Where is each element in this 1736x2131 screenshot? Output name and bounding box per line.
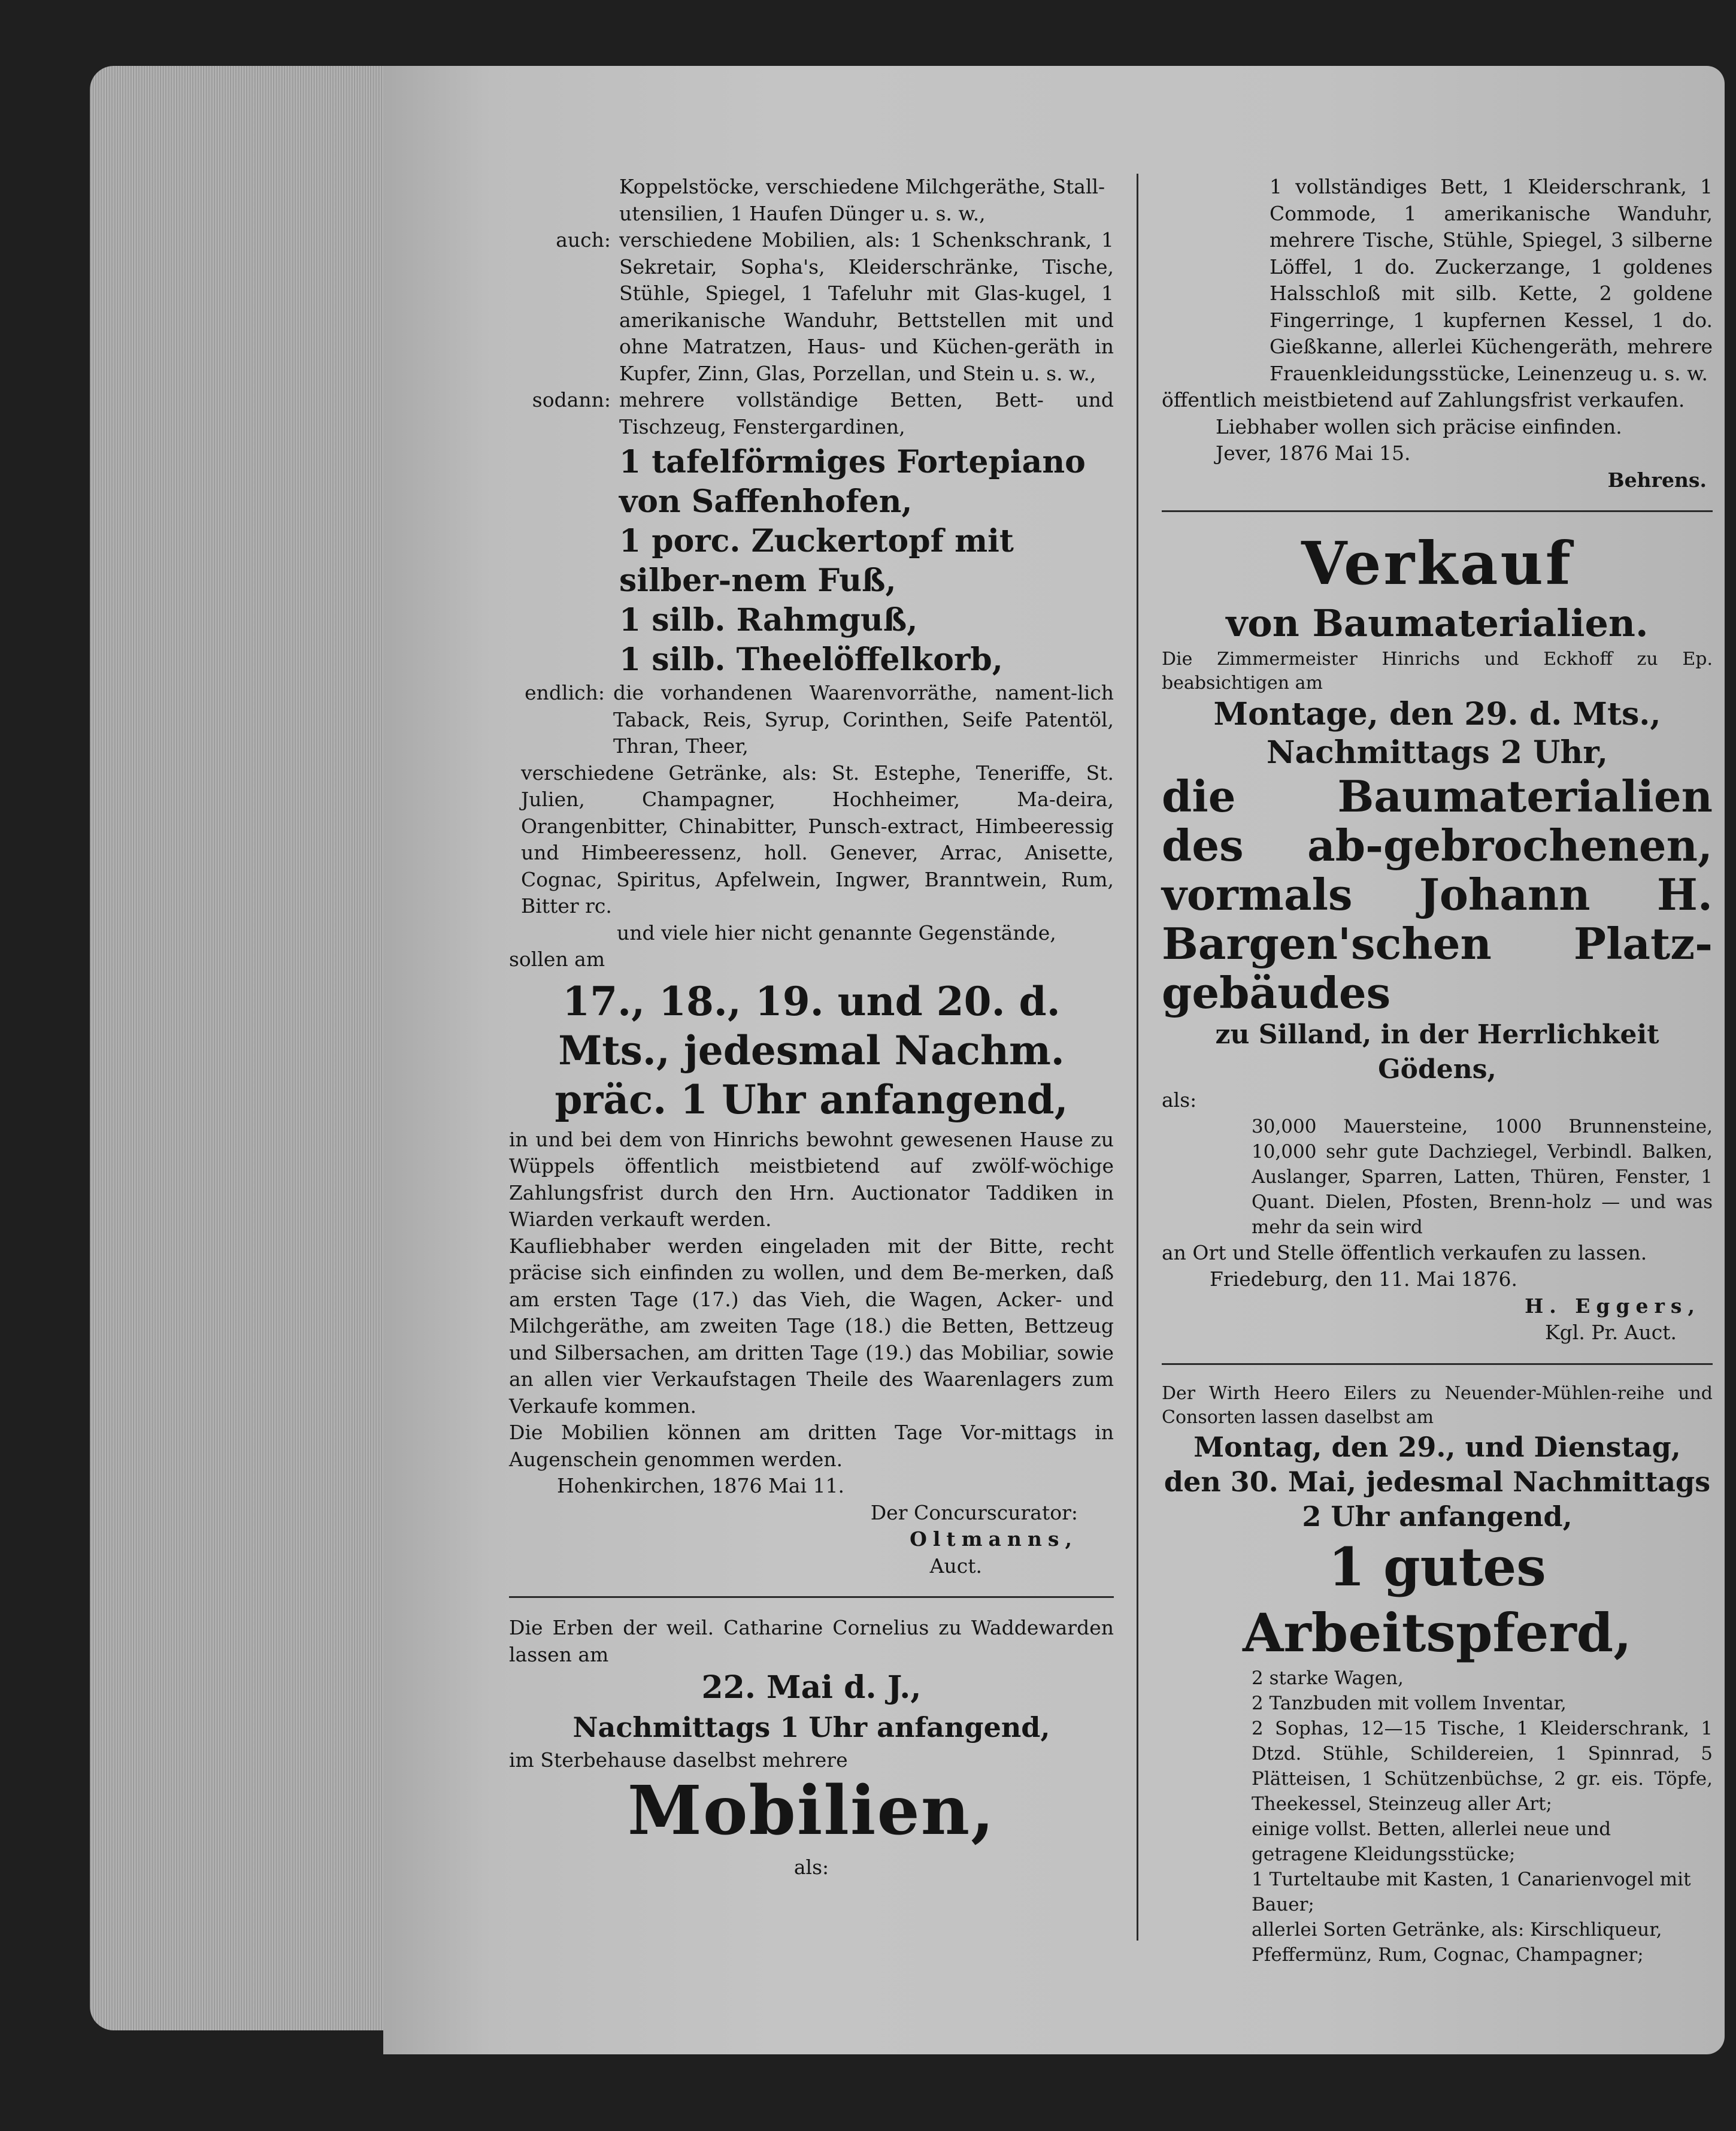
left-column — [509, 174, 1114, 1881]
ad-date: Montage, den 29. d. Mts., — [1213, 696, 1661, 732]
right-column — [1162, 174, 1713, 1967]
auch-entry — [509, 227, 1114, 387]
list-item: 2 Sophas, 12—15 Tische, 1 Kleiderschrank, 1 Dtzd. Stühle, Schildereien, 1 Spinnrad, 5 Plätteisen, 1 Schützenbüchse, 2 gr. eis. Töpfe, Theekessel, Steinzeug aller Art; — [1252, 1717, 1713, 1815]
endlich-entry — [509, 680, 1114, 760]
ad2-headline: Mobilien, — [627, 1771, 996, 1850]
ad2-date: 22. Mai d. J., — [701, 1669, 922, 1706]
ad-time: Nachmittags 2 Uhr, — [1266, 734, 1608, 771]
place-date: Hohenkirchen, 1876 Mai 11. — [557, 1474, 844, 1497]
section-rule — [509, 1596, 1114, 1598]
list-item: 2 Tanzbuden mit vollem Inventar, — [1252, 1692, 1567, 1714]
ad3-item-list — [1162, 1666, 1713, 1967]
section-rule — [1162, 1363, 1713, 1365]
big-items — [509, 443, 1114, 680]
top-date: Jever, 1876 Mai 15. — [1216, 441, 1411, 465]
sodann-text: mehrere vollständige Betten, Bett- und Tischzeug, Fenstergardinen, — [619, 388, 1114, 438]
auch-label: auch: — [556, 228, 611, 252]
list-item: 1 Turteltaube mit Kasten, 1 Canarienvogel mit Bauer; — [1252, 1868, 1691, 1915]
ad-signature-title: Kgl. Pr. Auct. — [1545, 1321, 1677, 1344]
ad-signature: H. Eggers, — [1525, 1294, 1701, 1318]
top-signature: Behrens. — [1607, 468, 1707, 492]
list-item: 2 starke Wagen, — [1252, 1667, 1404, 1689]
intro-line-1: Koppelstöcke, verschiedene Milchgeräthe, Stall- — [619, 175, 1105, 198]
ad2-place: im Sterbehause daselbst mehrere — [509, 1748, 848, 1772]
ad-als: als: — [1162, 1088, 1197, 1112]
ad3-headline: 1 gutes Arbeitspferd, — [1243, 1535, 1632, 1664]
curator-title: Auct. — [929, 1554, 982, 1578]
column-divider — [1137, 174, 1138, 1941]
ad-date-line: Friedeburg, den 11. Mai 1876. — [1210, 1267, 1518, 1291]
endlich-label: endlich: — [525, 681, 605, 704]
auch-text: verschiedene Mobilien, als: 1 Schenkschrank, 1 Sekretair, Sopha's, Kleiderschränke, Tische, Stühle, Spiegel, 1 Tafeluhr mit Glas-kugel, 1 amerikanische Wanduhr, Bettstellen mit und ohne Matratzen, Haus- und Küchen-geräth in Kupfer, Zinn, Glas, Porzellan, und Stein u. s. w., — [619, 228, 1114, 385]
endlich-text: die vorhandenen Waarenvorräthe, nament-lich Taback, Reis, Syrup, Corinthen, Seife Patentöl, Thran, Theer, — [613, 681, 1114, 758]
viele-text: und viele hier nicht genannte Gegenstände, — [617, 921, 1056, 945]
curator-label: Der Concurscurator: — [870, 1500, 1078, 1524]
book-page-edges — [90, 66, 401, 2030]
ad-material-list: 30,000 Mauersteine, 1000 Brunnensteine, 10,000 sehr gute Dachziegel, Verbindl. Balken, Auslanger, Sparren, Latten, Thüren, Fenster, 1 Quant. Dielen, Pfosten, Brenn-holz — und was mehr da sein wird — [1252, 1115, 1713, 1238]
big-item: 1 silb. Theelöffelkorb, — [619, 641, 1003, 678]
ad-intro: Die Zimmermeister Hinrichs und Eckhoff zu Ep. beabsichtigen am — [1162, 649, 1713, 694]
big-item: 1 porc. Zuckertopf mit silber-nem Fuß, — [619, 523, 1014, 599]
sollen-text: sollen am — [509, 948, 605, 971]
sale-dates-headline: 17., 18., 19. und 20. d. Mts., jedesmal Nachm. präc. 1 Uhr anfangend, — [555, 977, 1068, 1123]
section-rule — [1162, 510, 1713, 512]
list-item: allerlei Sorten Getränke, als: Kirschliqueur, Pfeffermünz, Rum, Cognac, Champagner; — [1252, 1918, 1662, 1966]
ad2-intro: Die Erben der weil. Catharine Cornelius zu Waddewarden lassen am — [509, 1616, 1114, 1666]
big-item: 1 tafelförmiges Fortepiano von Saffenhofen, — [619, 444, 1086, 520]
ad3-intro: Der Wirth Heero Eilers zu Neuender-Mühlen-reihe und Consorten lassen daselbst am — [1162, 1382, 1713, 1428]
ad-sale: an Ort und Stelle öffentlich verkaufen zu lassen. — [1162, 1240, 1647, 1264]
ad-headline: die Baumaterialien des ab-gebrochenen, vormals Johann H. Bargen'schen Platz-gebäudes — [1162, 771, 1713, 1018]
sodann-label: sodann: — [532, 388, 611, 411]
body-paragraph-2: Kaufliebhaber werden eingeladen mit der Bitte, recht präcise sich einfinden zu wollen, und dem Be-merken, daß am ersten Tage (17.) das Vieh, die Wagen, Acker- und Milchgeräthe, am zweiten Tage (18.) die Betten, Bettzeug und Silbersachen, am dritten Tage (19.) das Mobiliar, sowie an allen vier Verkaufstagen Theile des Waarenlagers zum Verkaufe kommen. — [509, 1234, 1114, 1418]
ad2-als: als: — [793, 1855, 829, 1879]
ad-place: zu Silland, in der Herrlichkeit Gödens, — [1215, 1019, 1659, 1085]
list-item: einige vollst. Betten, allerlei neue und getragene Kleidungsstücke; — [1252, 1818, 1611, 1865]
ad-subtitle: von Baumaterialien. — [1226, 601, 1649, 645]
ad2-time: Nachmittags 1 Uhr anfangend, — [572, 1711, 1050, 1743]
top-items-text: 1 vollständiges Bett, 1 Kleiderschrank, 1 Commode, 1 amerikanische Wanduhr, mehrere Tische, Stühle, Spiegel, 3 silberne Löffel, 1 do. Zuckerzange, 1 goldenes Halsschloß mit silb. Kette, 2 goldene Fingerringe, 1 kupfernen Kessel, 1 do. Gießkanne, allerlei Küchengeräth, mehrere Frauenkleidungsstücke, Leinenzeug u. s. w. — [1270, 175, 1713, 385]
big-item: 1 silb. Rahmguß, — [619, 602, 918, 638]
body-paragraph-1: in und bei dem von Hinrichs bewohnt gewesenen Hause zu Wüppels öffentlich meistbietend auf zwölf-wöchige Zahlungsfrist durch den Hrn. Auctionator Taddiken in Wiarden verkauft werden. — [509, 1127, 1114, 1231]
curator-name: Oltmanns, — [910, 1527, 1078, 1551]
intro-line-2: utensilien, 1 Haufen Dünger u. s. w., — [619, 201, 986, 225]
ad3-date: Montag, den 29., und Dienstag, den 30. Mai, jedesmal Nachmittags 2 Uhr anfangend, — [1164, 1430, 1711, 1533]
body-paragraph-3: Die Mobilien können am dritten Tage Vor-mittags in Augenschein genommen werden. — [509, 1421, 1114, 1471]
top-invite-text: Liebhaber wollen sich präcise einfinden. — [1216, 414, 1622, 438]
getraenke-text: verschiedene Getränke, als: St. Estephe, Teneriffe, St. Julien, Champagner, Hochheimer, Ma-deira, Orangenbitter, Chinabitter, Punsch-extract, Himbeeressig und Himbeeressenz, holl. Genever, Arrac, Anisette, Cognac, Spiritus, Apfelwein, Ingwer, Branntwein, Rum, Bitter rc. — [521, 761, 1114, 918]
sodann-entry — [509, 387, 1114, 440]
ad-title: Verkauf — [1301, 529, 1573, 598]
top-sale-text: öffentlich meistbietend auf Zahlungsfrist verkaufen. — [1162, 388, 1685, 411]
